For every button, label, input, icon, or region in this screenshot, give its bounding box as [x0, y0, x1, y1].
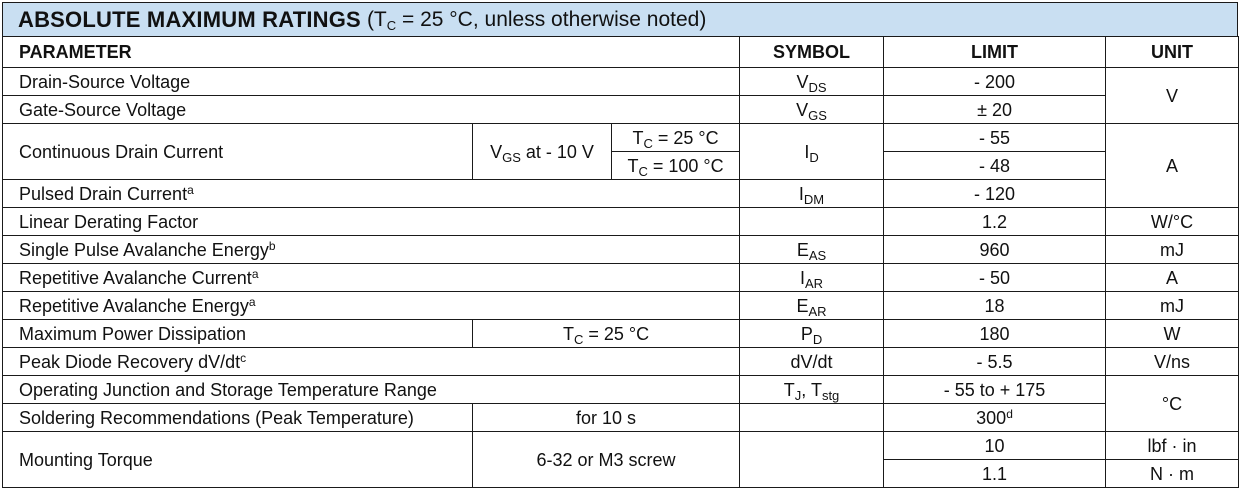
condition-cell: $T_C = 25$ °C	[612, 124, 740, 152]
param-cell: Repetitive Avalanche Energy$^a$	[3, 292, 740, 320]
param-cell: Gate-Source Voltage	[3, 96, 740, 124]
condition-cell: $V_{GS}$ at - 10 V	[473, 124, 612, 180]
table-row	[3, 124, 1239, 152]
param-cell: Mounting Torque	[3, 432, 473, 488]
unit-cell: W/°C	[1106, 208, 1239, 236]
unit-cell: mJ	[1106, 292, 1239, 320]
table-row	[3, 376, 1239, 404]
condition-cell: 6-32 or M3 screw	[473, 432, 740, 488]
unit-cell: W	[1106, 320, 1239, 348]
unit-cell: lbf · in	[1106, 432, 1239, 460]
symbol-cell	[740, 208, 884, 236]
table-row	[3, 320, 1239, 348]
symbol-cell	[740, 404, 884, 432]
limit-cell: 1.2	[884, 208, 1106, 236]
param-cell: Continuous Drain Current	[3, 124, 473, 180]
unit-cell: A	[1106, 124, 1239, 208]
unit-cell: mJ	[1106, 236, 1239, 264]
header-limit: LIMIT	[884, 37, 1106, 68]
symbol-cell: $I_{DM}$	[740, 180, 884, 208]
limit-cell: - 200	[884, 68, 1106, 96]
limit-cell: - 48	[884, 152, 1106, 180]
limit-cell: 1.1	[884, 460, 1106, 488]
param-cell: Operating Junction and Storage Temperature Range	[3, 376, 740, 404]
unit-cell: A	[1106, 264, 1239, 292]
table-row	[3, 208, 1239, 236]
limit-cell: - 5.5	[884, 348, 1106, 376]
symbol-cell: $I_D$	[740, 124, 884, 180]
table-title: ABSOLUTE MAXIMUM RATINGS	[18, 6, 361, 32]
symbol-cell: dV/dt	[740, 348, 884, 376]
table-row	[3, 180, 1239, 208]
table-row	[3, 68, 1239, 96]
limit-cell: 300$^d$	[884, 404, 1106, 432]
header-parameter: PARAMETER	[3, 37, 740, 68]
limit-cell: - 55 to + 175	[884, 376, 1106, 404]
header-unit: UNIT	[1106, 37, 1239, 68]
symbol-cell: $V_{DS}$	[740, 68, 884, 96]
limit-cell: 180	[884, 320, 1106, 348]
header-symbol: SYMBOL	[740, 37, 884, 68]
ratings-section	[2, 2, 1238, 488]
symbol-cell: $T_J$, $T_{stg}$	[740, 376, 884, 404]
symbol-cell	[740, 432, 884, 488]
ratings-table	[2, 36, 1239, 488]
unit-cell: V	[1106, 68, 1239, 124]
param-cell: Maximum Power Dissipation	[3, 320, 473, 348]
symbol-cell: $I_{AR}$	[740, 264, 884, 292]
limit-cell: - 50	[884, 264, 1106, 292]
param-cell: Repetitive Avalanche Current$^a$	[3, 264, 740, 292]
param-cell: Linear Derating Factor	[3, 208, 740, 236]
condition-cell: $T_C = 25$ °C	[473, 320, 740, 348]
param-cell: Drain-Source Voltage	[3, 68, 740, 96]
table-row	[3, 348, 1239, 376]
limit-cell: 960	[884, 236, 1106, 264]
condition-cell: $T_C = 100$ °C	[612, 152, 740, 180]
symbol-cell: $E_{AS}$	[740, 236, 884, 264]
condition-cell: for 10 s	[473, 404, 740, 432]
table-row	[3, 96, 1239, 124]
symbol-cell: $P_D$	[740, 320, 884, 348]
limit-cell: - 120	[884, 180, 1106, 208]
limit-cell: 10	[884, 432, 1106, 460]
table-title-banner	[2, 2, 1238, 36]
unit-cell: V/ns	[1106, 348, 1239, 376]
table-row	[3, 432, 1239, 460]
table-row	[3, 236, 1239, 264]
header-row	[3, 37, 1239, 68]
symbol-cell: $V_{GS}$	[740, 96, 884, 124]
table-row	[3, 404, 1239, 432]
unit-cell: °C	[1106, 376, 1239, 432]
param-cell: Pulsed Drain Current$^a$	[3, 180, 740, 208]
param-cell: Single Pulse Avalanche Energy$^b$	[3, 236, 740, 264]
param-cell: Soldering Recommendations (Peak Temperature)	[3, 404, 473, 432]
table-row	[3, 264, 1239, 292]
table-title-condition: ($T_C = 25$ °C, unless otherwise noted)	[366, 7, 707, 33]
param-cell: Peak Diode Recovery $dV/dt^c$	[3, 348, 740, 376]
limit-cell: 18	[884, 292, 1106, 320]
table-row	[3, 292, 1239, 320]
unit-cell: N · m	[1106, 460, 1239, 488]
limit-cell: - 55	[884, 124, 1106, 152]
symbol-cell: $E_{AR}$	[740, 292, 884, 320]
limit-cell: ± 20	[884, 96, 1106, 124]
